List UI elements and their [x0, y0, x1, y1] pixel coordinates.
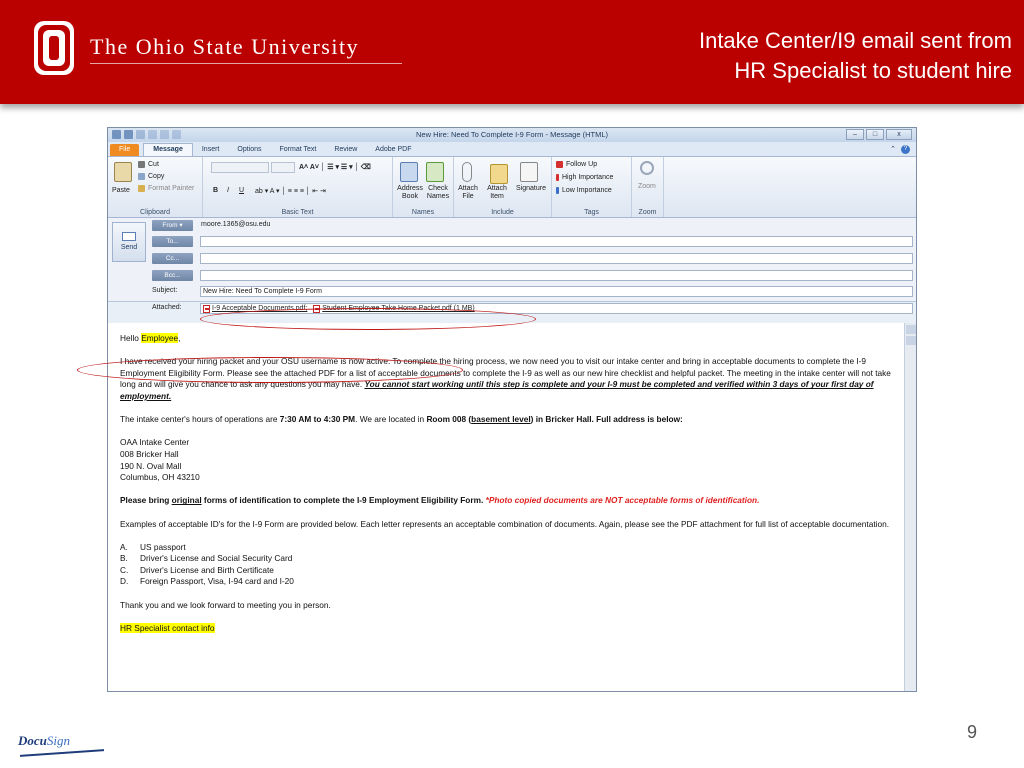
italic-button[interactable]: I [227, 187, 229, 194]
from-button[interactable]: From ▾ [152, 220, 193, 231]
tab-insert[interactable]: Insert [201, 146, 220, 153]
list-text: Foreign Passport, Visa, I-94 card and I-20 [140, 576, 294, 587]
underline-button[interactable]: U [239, 187, 245, 194]
list-letter: C. [120, 564, 129, 575]
bcc-button[interactable]: Bcc... [152, 270, 193, 281]
attachment-name: Student Employee Take Home Packet.pdf (1 MB) [322, 305, 475, 312]
thanks-paragraph: Thank you and we look forward to meeting you in person. [120, 599, 331, 610]
bring-original: original [171, 495, 202, 506]
paperclip-icon[interactable] [462, 162, 472, 182]
help-icon[interactable]: ? [901, 145, 910, 154]
paste-icon[interactable] [114, 162, 132, 182]
signature-icon[interactable] [520, 162, 538, 182]
attach-file-button[interactable]: Attach File [458, 185, 478, 200]
bring-paragraph [120, 495, 895, 507]
font-size-select[interactable] [271, 162, 295, 173]
include-group-label: Include [491, 209, 514, 216]
clipboard-group-label: Clipboard [140, 209, 170, 216]
address-book-button[interactable]: Address Book [397, 185, 423, 200]
hours-text: The intake center's hours of operations are [120, 414, 280, 425]
list-text: Driver's License and Social Security Card [140, 553, 293, 564]
subject-field[interactable]: New Hire: Need To Complete I-9 Form [200, 286, 913, 297]
attach-item-icon[interactable] [490, 164, 508, 184]
follow-up-label: Follow Up [566, 161, 598, 168]
hours-room: Room 008 ( [426, 414, 472, 425]
intro-emphasis: You cannot start working until this step is complete and your I-9 must be completed and verified within 3 days of your first day of employment. [120, 379, 874, 401]
ribbon-minimize-icon[interactable]: ⌃ [890, 146, 896, 153]
from-address: moore.1365@osu.edu [201, 221, 271, 228]
window-titlebar [108, 128, 916, 142]
list-letter: D. [120, 576, 129, 587]
docusign-logo [18, 733, 70, 749]
address-line: OAA Intake Center [120, 437, 190, 448]
high-importance-button[interactable] [556, 174, 613, 181]
ribbon-tabs [108, 142, 916, 156]
paste-button[interactable]: Paste [112, 187, 130, 194]
font-name-select[interactable] [211, 162, 269, 173]
slide-title [572, 26, 1012, 86]
low-importance-label: Low Importance [562, 187, 612, 194]
brush-icon [138, 185, 145, 192]
outlook-message-window [107, 127, 917, 692]
address-block [120, 437, 895, 483]
exclamation-icon [556, 174, 559, 181]
to-field[interactable] [200, 236, 913, 247]
page-number: 9 [966, 722, 977, 742]
tab-options[interactable]: Options [237, 146, 262, 153]
hours-basement: basement level [471, 414, 531, 425]
list-item [120, 576, 294, 586]
intro-paragraph [120, 356, 895, 402]
pdf-icon [313, 305, 320, 313]
list-letter: B. [120, 553, 128, 564]
hours-time: 7:30 AM to 4:30 PM [279, 414, 356, 425]
divider [90, 63, 402, 64]
copy-button[interactable] [138, 173, 164, 180]
scroll-button-icon[interactable] [906, 336, 916, 345]
names-group-label: Names [411, 209, 435, 216]
minimize-button[interactable]: – [846, 129, 864, 140]
low-importance-button[interactable] [556, 187, 612, 194]
scroll-up-icon[interactable] [906, 325, 916, 334]
osu-block-o-logo [33, 20, 75, 76]
tags-group-label: Tags [584, 209, 599, 216]
clipboard-group [108, 157, 203, 217]
greeting-suffix: , [178, 333, 181, 343]
cut-label: Cut [148, 161, 159, 168]
signature-button[interactable]: Signature [516, 185, 546, 192]
check-names-button[interactable]: Check Names [426, 185, 450, 200]
bring-text: Please bring [120, 495, 172, 506]
tab-format-text[interactable]: Format Text [279, 146, 317, 153]
greeting-name: Employee [141, 333, 179, 343]
address-line: 008 Bricker Hall [120, 448, 179, 459]
cc-button[interactable]: Cc... [152, 253, 193, 264]
send-button[interactable] [112, 222, 146, 262]
magnifier-icon[interactable] [640, 161, 654, 175]
down-arrow-icon [556, 187, 559, 194]
university-name: The Ohio State University [90, 34, 360, 59]
attachment-name: I-9 Acceptable Documents.pdf; [212, 305, 308, 312]
include-group [454, 157, 552, 217]
basic-text-group [203, 157, 393, 217]
copy-label: Copy [148, 173, 165, 180]
from-button-label: From [162, 222, 178, 229]
docusign-logo-a: Docu [18, 733, 47, 748]
message-header [108, 218, 916, 312]
tags-group [552, 157, 632, 217]
list-item [120, 565, 274, 575]
cut-button[interactable] [138, 161, 159, 168]
follow-up-button[interactable] [556, 161, 597, 168]
names-group [393, 157, 454, 217]
grow-shrink-font-buttons[interactable]: A˄ A˅ │ ☰ ▾ ☰ ▾ │ ⌫ [299, 164, 371, 171]
bcc-field[interactable] [200, 270, 913, 281]
address-line: Columbus, OH 43210 [120, 472, 200, 483]
cc-field[interactable] [200, 253, 913, 264]
tab-message[interactable]: Message [143, 143, 193, 156]
hours-building: ) in Bricker Hall. Full address is below: [530, 414, 683, 425]
message-body[interactable] [108, 323, 905, 692]
ribbon [108, 156, 916, 218]
intro-text: I have received your hiring packet and your OSU username is now active. To complete the hiring process, we now need you to visit our intake center and bring in acceptable documents to complete the I-9 Employment Eligibility Form. Please see the attached PDF for a list of acceptable documents to complete the I-9 as well as our new hire checklist and helpful packet. The meeting in the intake center will not take long and will give you chance to ask any questions you may have. [120, 356, 891, 390]
address-line: 190 N. Oval Mall [120, 460, 182, 471]
hours-text: . We are located in [355, 414, 427, 425]
photocopy-warning: *Photo copied documents are NOT acceptable forms of identification. [485, 495, 760, 506]
signature-text: HR Specialist contact info [120, 622, 215, 633]
copy-icon [138, 173, 145, 180]
zoom-group [632, 157, 664, 217]
zoom-group-label: Zoom [638, 209, 657, 216]
id-list [120, 542, 895, 588]
examples-paragraph: Examples of acceptable ID's for the I-9 Form are provided below. Each letter represents an acceptable combination of documents. Again, please see the PDF attachment for full list of acceptable documentation. [120, 518, 890, 529]
basic-text-group-label: Basic Text [281, 209, 314, 216]
slide-header [0, 0, 1024, 104]
attachment-i9-documents[interactable] [203, 304, 307, 314]
slide-title-line1: Intake Center/I9 email sent from [698, 28, 1012, 53]
check-names-icon[interactable] [426, 162, 444, 182]
highlight-font-color-buttons[interactable]: ab ▾ A ▾ │ ≡ ≡ ≡ │ ⇤ ⇥ [255, 188, 326, 195]
flag-icon [556, 161, 563, 168]
greeting-prefix: Hello [120, 333, 142, 343]
scissors-icon [138, 161, 145, 168]
docusign-logo-b: Sign [46, 733, 71, 748]
docusign-underline [20, 749, 104, 757]
send-envelope-icon [122, 232, 136, 241]
format-painter-label: Format Painter [148, 185, 195, 192]
body-scrollbar[interactable] [904, 323, 916, 692]
to-button[interactable]: To... [152, 236, 193, 247]
address-book-icon[interactable] [400, 162, 418, 182]
high-importance-label: High Importance [562, 174, 614, 181]
signature-paragraph [120, 623, 895, 635]
list-letter: A. [120, 541, 128, 552]
window-title: New Hire: Need To Complete I-9 Form - Message (HTML) [416, 130, 608, 139]
close-button[interactable]: x [886, 129, 912, 140]
tab-file[interactable]: File [110, 144, 139, 156]
attachments-field[interactable] [200, 303, 913, 314]
subject-label: Subject: [152, 287, 178, 294]
greeting [120, 333, 895, 345]
attach-item-button[interactable]: Attach Item [487, 185, 507, 200]
window-controls [846, 129, 912, 140]
bring-text: forms of identification to complete the I-9 Employment Eligibility Form. [201, 495, 486, 506]
attached-label: Attached: [152, 304, 182, 311]
bold-button[interactable]: B [213, 187, 219, 194]
slide-title-line2: HR Specialist to student hire [734, 58, 1012, 83]
send-label: Send [120, 244, 138, 251]
tab-review[interactable]: Review [334, 146, 358, 153]
attachment-take-home-packet[interactable] [313, 304, 474, 314]
hours-paragraph [120, 414, 895, 426]
list-item [120, 553, 292, 563]
pdf-icon [203, 305, 210, 313]
list-text: Driver's License and Birth Certificate [140, 564, 274, 575]
format-painter-button[interactable] [138, 185, 194, 192]
list-item [120, 542, 186, 552]
zoom-button[interactable]: Zoom [638, 183, 656, 190]
maximize-button[interactable]: □ [866, 129, 884, 140]
tab-adobe-pdf[interactable]: Adobe PDF [375, 146, 412, 153]
list-text: US passport [140, 541, 186, 552]
